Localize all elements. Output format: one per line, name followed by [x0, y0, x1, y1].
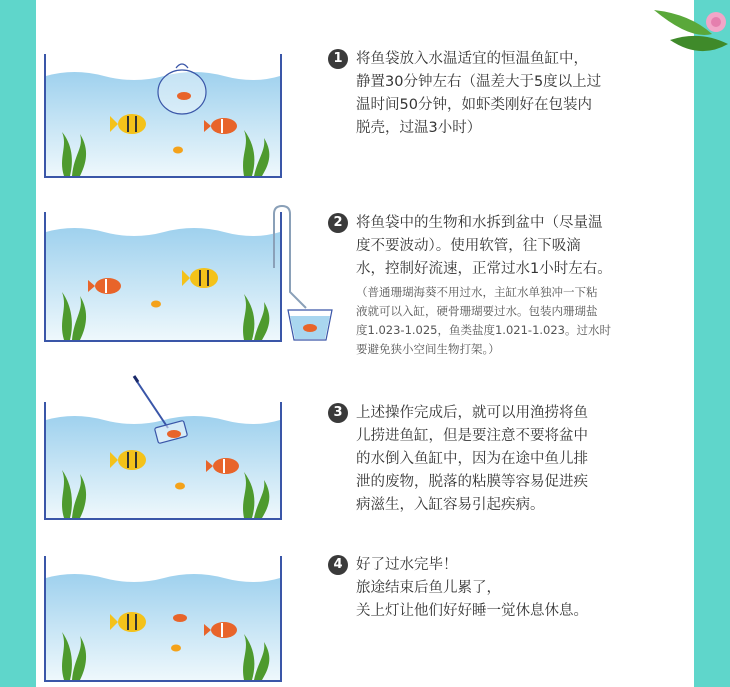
step-2-note: （普通珊瑚海葵不用过水，主缸水单独冲一下粘 液就可以入缸，硬骨珊瑚要过水。包装内珊瑚盐 度1.023-1.025，鱼类盐度1.021-1.023。过水时 要避免狭小空间生物打架。）	[356, 285, 611, 356]
step-4-number: 4	[328, 555, 348, 575]
aquarium-with-fish-bag-illustration	[44, 50, 282, 178]
step-3-text: 3 上述操作完成后，就可以用渔捞将鱼 儿捞进鱼缸，但是要注意不要将盆中 的水倒入鱼缸中，因为在途中鱼儿排 泄的废物，脱落的粘膜等容易促进疾 病滋生，入缸容易引起疾病。	[328, 402, 688, 517]
leaf-decoration-icon	[650, 0, 730, 70]
step-1-number: 1	[328, 49, 348, 69]
step-3-number: 3	[328, 403, 348, 423]
content-panel	[36, 0, 694, 687]
aquarium-resting-illustration	[44, 550, 282, 682]
step-4-text: 4 好了过水完毕！ 旅途结束后鱼儿累了， 关上灯让他们好好睡一觉休息休息。	[328, 554, 688, 623]
step-1-text: 1 将鱼袋放入水温适宜的恒温鱼缸中， 静置30分钟左右（温差大于5度以上过 温时间50分钟，如虾类刚好在包装内 脱壳，过温3小时）	[328, 48, 688, 140]
aquarium-icon	[44, 372, 282, 522]
aquarium-with-siphon-illustration	[44, 202, 334, 344]
aquarium-icon	[44, 550, 282, 682]
aquarium-icon	[44, 202, 334, 344]
aquarium-with-net-illustration	[44, 372, 282, 522]
step-2-text: 2 将鱼袋中的生物和水拆到盆中（尽量温 度不要波动）。使用软管，往下吸滴 水，控制好流速，正常过水1小时左右。 （普通珊瑚海葵不用过水，主缸水单独冲一下粘 液就可以入缸，硬骨珊瑚要过水。包装内珊瑚盐 度1.023-1.025，鱼类盐度1.021-1.023。过水时 要避免狭小空间生物打架。）	[328, 212, 688, 359]
fish-bag-icon	[158, 64, 206, 114]
step-2-number: 2	[328, 213, 348, 233]
aquarium-icon	[44, 50, 282, 178]
